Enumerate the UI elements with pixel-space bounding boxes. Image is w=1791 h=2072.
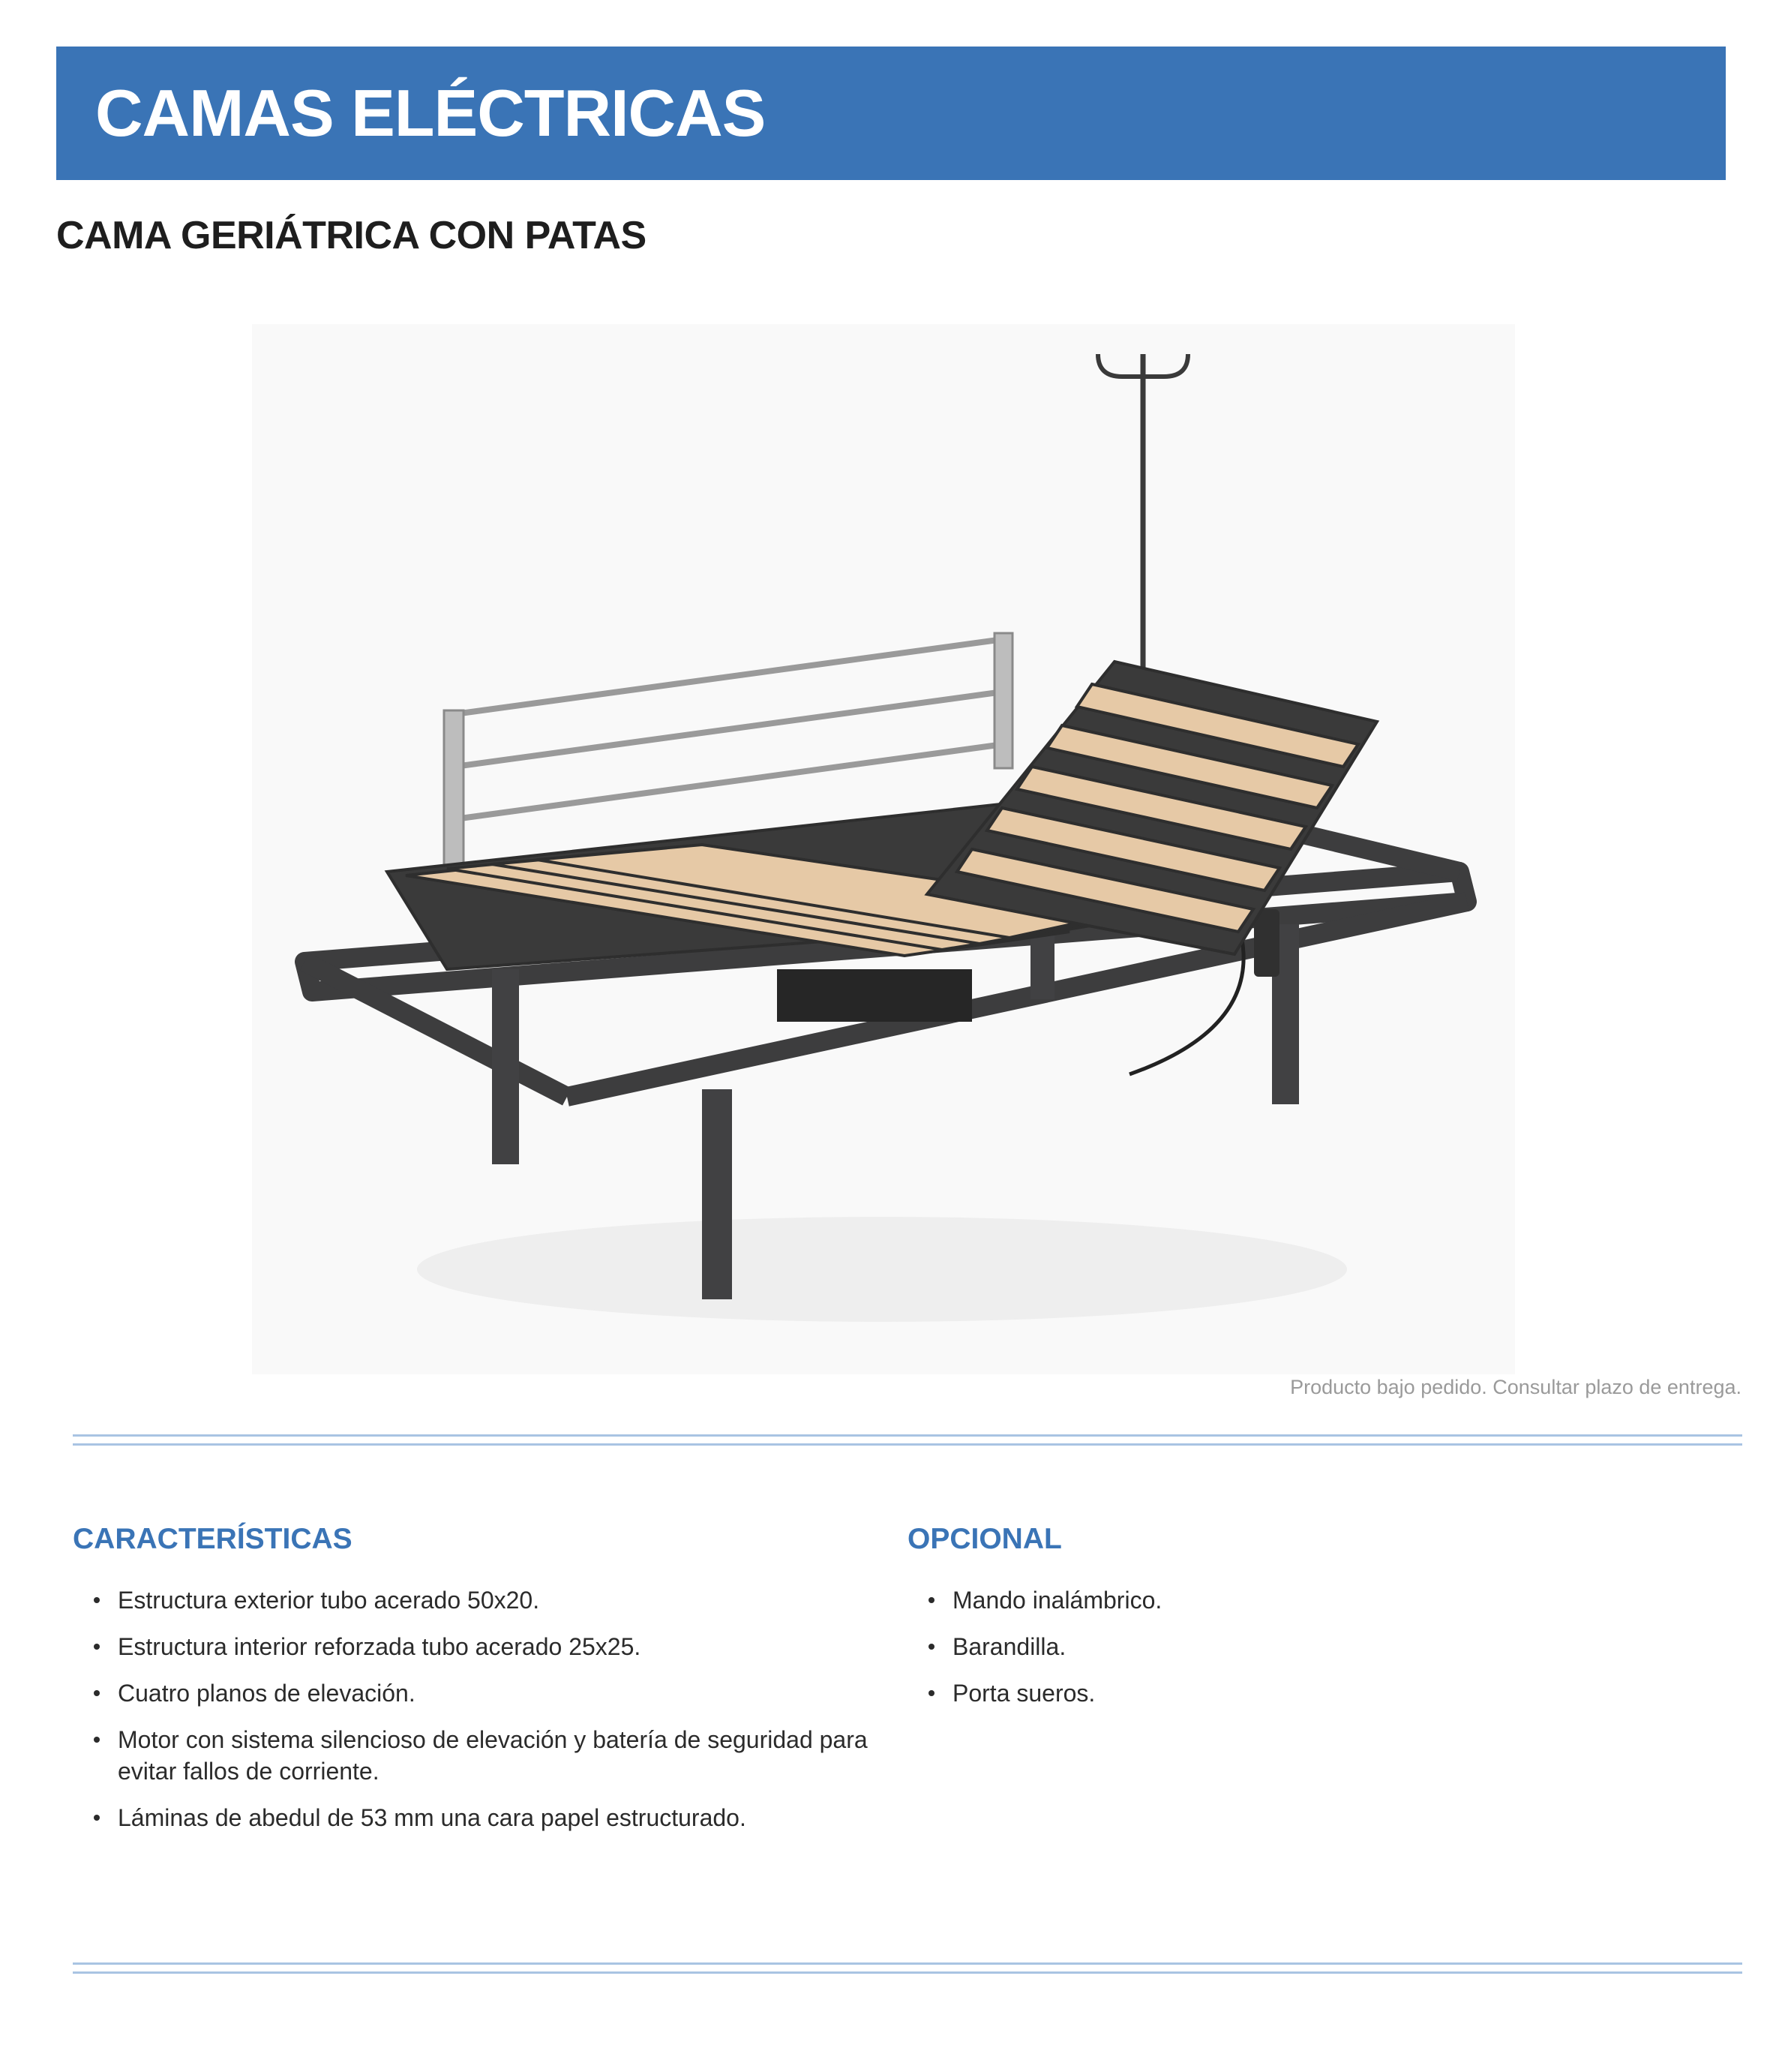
list-item: Barandilla.	[908, 1631, 1658, 1662]
divider-bottom	[73, 1962, 1742, 1974]
list-item: Cuatro planos de elevación.	[73, 1677, 868, 1709]
list-item: Porta sueros.	[908, 1677, 1658, 1709]
geriatric-bed-illustration	[252, 324, 1515, 1374]
bullet-icon	[94, 1815, 100, 1821]
divider-top	[73, 1434, 1742, 1446]
features-list	[73, 1584, 868, 1833]
remote-control	[1254, 909, 1280, 977]
bullet-icon	[928, 1644, 934, 1650]
product-title: CAMA GERIÁTRICA CON PATAS	[56, 214, 646, 257]
list-item: Láminas de abedul de 53 mm una cara papel estructurado.	[73, 1802, 868, 1833]
bullet-icon	[94, 1597, 100, 1603]
features-section	[73, 1523, 868, 1848]
product-image	[252, 324, 1515, 1374]
category-banner	[56, 47, 1726, 180]
motor-unit	[777, 969, 972, 1022]
bullet-icon	[928, 1597, 934, 1603]
features-heading: CARACTERÍSTICAS	[73, 1523, 352, 1555]
optional-list	[908, 1584, 1658, 1709]
list-item: Estructura exterior tubo acerado 50x20.	[73, 1584, 868, 1616]
list-item: Mando inalámbrico.	[908, 1584, 1658, 1616]
availability-note: Producto bajo pedido. Consultar plazo de entrega.	[1290, 1376, 1742, 1398]
list-item: Estructura interior reforzada tubo acerado 25x25.	[73, 1631, 868, 1662]
category-title: CAMAS ELÉCTRICAS	[95, 76, 766, 150]
bullet-icon	[94, 1737, 100, 1743]
bullet-icon	[928, 1690, 934, 1696]
bullet-icon	[94, 1644, 100, 1650]
optional-heading: OPCIONAL	[908, 1523, 1062, 1555]
bullet-icon	[94, 1690, 100, 1696]
optional-section	[908, 1523, 1658, 1724]
list-item: Motor con sistema silencioso de elevación y batería de seguridad para evitar fallos de corriente.	[73, 1724, 868, 1787]
